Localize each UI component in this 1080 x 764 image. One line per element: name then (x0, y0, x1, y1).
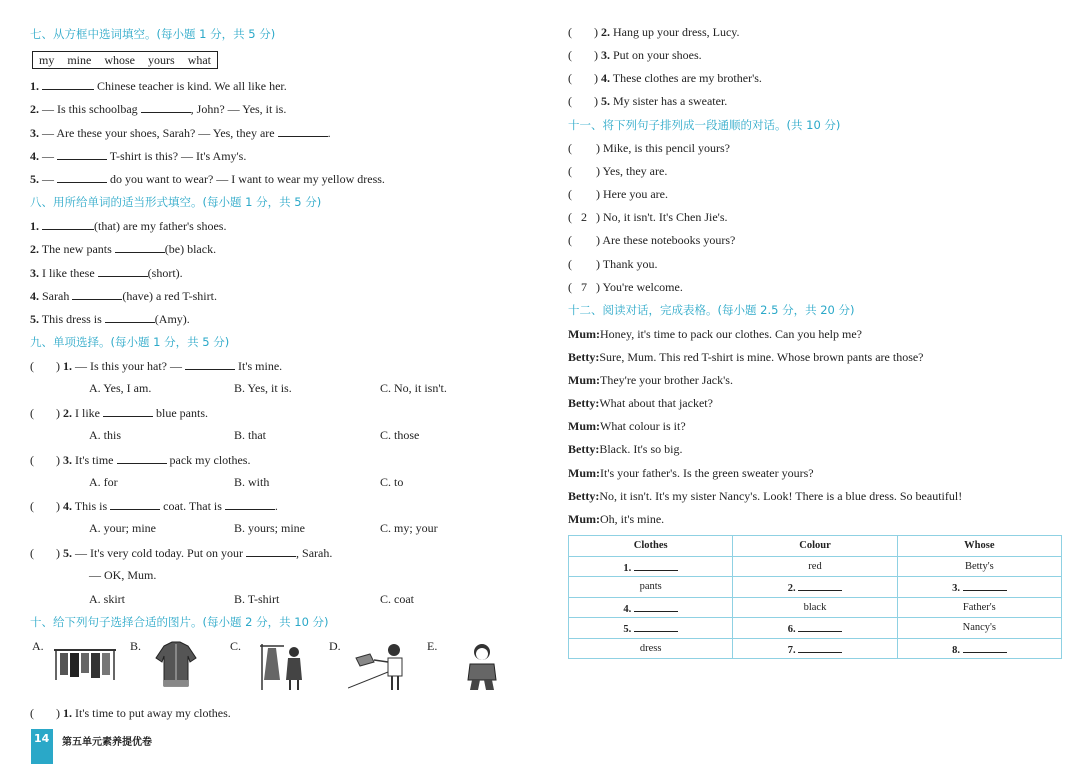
table-cell: red (733, 556, 897, 577)
speaker: Betty: (568, 396, 600, 410)
item-number: 1. (63, 359, 72, 373)
dialogue-line (568, 489, 962, 503)
item-text: pack my clothes. (169, 453, 251, 467)
answer-blank[interactable] (72, 288, 122, 300)
item-number: 3. (30, 266, 39, 280)
option-b[interactable]: B. with (234, 475, 270, 489)
s10-question-5: ( ) 5. My sister has a sweater. (568, 94, 728, 108)
speaker: Mum: (568, 373, 600, 387)
s8-item-3 (30, 265, 183, 280)
section-10-heading: 十、给下列句子选择合适的图片。(每小题 2 分，共 10 分) (30, 615, 329, 629)
answer-blank[interactable] (963, 579, 1007, 591)
item-text: T-shirt is this? — It's Amy's. (109, 149, 247, 163)
s11-item: ( 2 ) No, it isn't. It's Chen Jie's. (568, 210, 728, 224)
item-text: Chinese teacher is kind. We all like her. (97, 79, 287, 93)
table-cell: 3. (897, 577, 1061, 598)
option-c[interactable]: C. those (380, 428, 420, 442)
section-8-heading: 八、用所给单词的适当形式填空。(每小题 1 分，共 5 分) (30, 195, 322, 209)
answer-paren[interactable] (572, 164, 596, 175)
table-cell: Betty's (897, 556, 1061, 577)
boy-sweater-picture (462, 640, 502, 692)
table-cell: black (733, 597, 897, 618)
word: what (187, 53, 212, 67)
speaker: Mum: (568, 327, 600, 341)
section-12-heading: 十二、阅读对话，完成表格。(每小题 2.5 分，共 20 分) (568, 303, 855, 317)
item-number: 5. (30, 312, 39, 326)
word: whose (104, 53, 136, 67)
word-box (32, 51, 218, 69)
dialogue-line (568, 442, 682, 456)
picture-label-e: E. (427, 639, 438, 653)
dialogue-line (568, 466, 814, 480)
answer-blank[interactable] (185, 358, 235, 370)
answer-blank[interactable] (42, 218, 94, 230)
s7-item-1 (30, 78, 287, 93)
answer-paren[interactable] (34, 706, 56, 717)
answer-blank[interactable] (798, 579, 842, 591)
item-text: blue pants. (156, 406, 208, 420)
option-b[interactable]: B. T-shirt (234, 592, 280, 606)
item-number: 1. (63, 706, 72, 720)
option-c[interactable]: C. to (380, 475, 404, 489)
answer-blank[interactable] (117, 452, 167, 464)
answer-paren[interactable] (572, 71, 594, 82)
s11-item: ( ) Here you are. (568, 187, 668, 201)
s7-item-3 (30, 125, 331, 140)
picture-label-b: B. (130, 639, 142, 653)
item-number: 1. (30, 79, 39, 93)
answer-paren[interactable] (34, 359, 56, 370)
item-text: Here you are. (603, 187, 668, 201)
item-text: My sister has a sweater. (613, 94, 728, 108)
answer-blank[interactable] (278, 125, 328, 137)
answer-paren[interactable] (34, 453, 56, 464)
answer-paren[interactable] (572, 48, 594, 59)
item-text: coat. That is (163, 499, 222, 513)
dialogue-text: Oh, it's mine. (600, 512, 665, 526)
word: mine (67, 53, 92, 67)
answer-paren[interactable]: 2 (581, 210, 587, 224)
section-7-heading: 七、从方框中选词填空。(每小题 1 分，共 5 分) (30, 27, 276, 41)
item-number: 2. (30, 242, 39, 256)
dialogue-text: What about that jacket? (599, 396, 713, 410)
s8-item-4 (30, 288, 217, 303)
item-text: These clothes are my brother's. (612, 71, 762, 85)
speaker: Mum: (568, 419, 600, 433)
item-text: , Sarah. (296, 546, 333, 560)
item-text: The new pants (41, 242, 112, 256)
item-text: Are these notebooks yours? (602, 233, 736, 247)
item-text: . (274, 499, 278, 513)
table-row (569, 618, 1062, 639)
item-text: , John? — Yes, it is. (190, 102, 287, 116)
answer-blank[interactable] (798, 620, 842, 632)
answer-paren[interactable] (34, 546, 56, 557)
clothes-rack-picture (50, 644, 120, 682)
table-header: Colour (733, 536, 897, 557)
speaker: Betty: (568, 442, 600, 456)
s11-item: ( ) Mike, is this pencil yours? (568, 141, 730, 155)
speaker: Betty: (568, 489, 600, 503)
item-text: No, it isn't. It's Chen Jie's. (603, 210, 728, 224)
option-b[interactable]: B. yours; mine (234, 521, 305, 535)
dialogue-line (568, 396, 713, 410)
dialogue-text: It's your father's. Is the green sweater yours? (600, 466, 814, 480)
answer-blank[interactable] (225, 498, 275, 510)
page-number: 14 (34, 732, 50, 745)
dialogue-text: What colour is it? (600, 419, 686, 433)
item-text: (Amy). (154, 312, 190, 326)
boy-shoes-picture (348, 640, 408, 692)
table-cell: dress (569, 638, 733, 659)
table-cell: pants (569, 577, 733, 598)
table-cell: Nancy's (897, 618, 1061, 639)
item-number: 2. (30, 102, 39, 116)
answer-paren[interactable] (572, 257, 596, 268)
dialogue-text: Black. It's so big. (599, 442, 683, 456)
answer-blank[interactable] (141, 101, 191, 113)
s10-question-4: ( ) 4. These clothes are my brother's. (568, 71, 762, 85)
option-a[interactable]: A. skirt (89, 592, 125, 606)
item-number: 3. (63, 453, 72, 467)
dialogue-line (568, 350, 924, 364)
word: my (39, 53, 55, 67)
option-b[interactable]: B. that (234, 428, 266, 442)
item-number: 4. (601, 71, 610, 85)
answer-blank[interactable] (57, 148, 107, 160)
item-text: — Is this schoolbag (42, 102, 138, 116)
answer-blank[interactable] (634, 600, 678, 612)
answer-paren[interactable] (572, 25, 594, 36)
item-number: 2. (63, 406, 72, 420)
s8-item-2 (30, 241, 216, 256)
answer-paren[interactable] (572, 233, 596, 244)
dialogue-text: They're your brother Jack's. (600, 373, 733, 387)
s7-item-4 (30, 148, 246, 163)
item-text: It's time (75, 453, 114, 467)
s9-question-1: ( ) 1. — Is this your hat? — It's mine. (30, 359, 283, 373)
item-text: I like (75, 406, 100, 420)
table-header: Clothes (569, 536, 733, 557)
answer-blank[interactable] (110, 498, 160, 510)
item-number: 4. (63, 499, 72, 513)
item-number: 4. (30, 149, 39, 163)
item-text: It's time to put away my clothes. (75, 706, 231, 720)
answer-blank[interactable] (105, 311, 155, 323)
option-a[interactable]: A. your; mine (89, 521, 156, 535)
answer-blank[interactable] (798, 641, 842, 653)
item-text: — Is this your hat? — (75, 359, 182, 373)
answer-paren[interactable] (34, 406, 56, 417)
item-text: — Are these your shoes, Sarah? — Yes, they are (42, 126, 275, 140)
table-row (569, 577, 1062, 598)
option-c[interactable]: C. No, it isn't. (380, 381, 447, 395)
answer-blank[interactable] (963, 641, 1007, 653)
s9-question-2: ( ) 2. I like blue pants. (30, 406, 208, 420)
answer-blank[interactable] (634, 559, 678, 571)
answer-paren[interactable] (572, 141, 596, 152)
item-number: 1. (30, 219, 39, 233)
picture-label-c: C. (230, 639, 242, 653)
s9-question-3: ( ) 3. It's time pack my clothes. (30, 453, 251, 467)
picture-label-d: D. (329, 639, 341, 653)
s7-item-5 (30, 171, 385, 186)
s11-item: ( ) Are these notebooks yours? (568, 233, 736, 247)
answer-blank[interactable] (103, 405, 153, 417)
item-number: 5. (30, 172, 39, 186)
answer-paren[interactable] (34, 499, 56, 510)
table-row (569, 597, 1062, 618)
answer-blank[interactable] (98, 265, 148, 277)
item-text: (short). (147, 266, 183, 280)
jacket-picture (154, 640, 198, 688)
answer-blank[interactable] (42, 78, 94, 90)
item-text: . (327, 126, 331, 140)
item-text: You're welcome. (602, 280, 683, 294)
s7-item-2 (30, 101, 286, 116)
item-text: Yes, they are. (602, 164, 668, 178)
s8-item-1 (30, 218, 226, 233)
table-cell: 1. (569, 556, 733, 577)
answer-blank[interactable] (246, 545, 296, 557)
item-text: do you want to wear? — I want to wear my yellow dress. (110, 172, 385, 186)
item-number: 3. (30, 126, 39, 140)
dialogue-text: Sure, Mum. This red T-shirt is mine. Whose brown pants are those? (599, 350, 924, 364)
section-9-heading: 九、单项选择。(每小题 1 分，共 5 分) (30, 335, 230, 349)
item-text: (that) are my father's shoes. (94, 219, 227, 233)
item-text: Put on your shoes. (613, 48, 702, 62)
item-number: 5. (601, 94, 610, 108)
dialogue-line (568, 327, 862, 341)
item-text: Thank you. (602, 257, 658, 271)
item-text: — (42, 172, 54, 186)
item-text: This dress is (41, 312, 102, 326)
item-text: Hang up your dress, Lucy. (613, 25, 740, 39)
answer-blank[interactable] (57, 171, 107, 183)
answer-paren[interactable] (572, 187, 596, 198)
table-cell: Father's (897, 597, 1061, 618)
item-text: I like these (42, 266, 95, 280)
option-a[interactable]: A. Yes, I am. (89, 381, 152, 395)
s9-question-5-line2: — OK, Mum. (89, 568, 157, 582)
s10-question-3: ( ) 3. Put on your shoes. (568, 48, 702, 62)
answer-blank[interactable] (634, 620, 678, 632)
footer-title: 第五单元素养提优卷 (62, 737, 152, 748)
s10-question-1: ( ) 1. It's time to put away my clothes. (30, 706, 231, 720)
s11-item: ( 7 ) You're welcome. (568, 280, 683, 294)
dialogue-line (568, 512, 664, 526)
table-cell: 7. (733, 638, 897, 659)
item-text: — It's very cold today. Put on your (75, 546, 244, 560)
dialogue-line (568, 373, 733, 387)
option-c[interactable]: C. my; your (380, 521, 438, 535)
answer-paren[interactable] (572, 94, 594, 105)
s9-question-4: ( ) 4. This is coat. That is . (30, 499, 278, 513)
option-a[interactable]: A. for (89, 475, 118, 489)
picture-label-a: A. (32, 639, 44, 653)
item-number: 4. (30, 289, 39, 303)
table-cell: 5. (569, 618, 733, 639)
dialogue-line (568, 419, 686, 433)
answer-paren[interactable]: 7 (581, 280, 587, 294)
dialogue-text: No, it isn't. It's my sister Nancy's. Look! There is a blue dress. So beautiful! (599, 489, 963, 503)
item-text: (be) black. (164, 242, 217, 256)
section-11-heading: 十一、将下列句子排列成一段通顺的对话。(共 10 分) (568, 118, 841, 132)
dialogue-text: Honey, it's time to pack our clothes. Can you help me? (600, 327, 862, 341)
speaker: Mum: (568, 466, 600, 480)
word: yours (148, 53, 175, 67)
speaker: Betty: (568, 350, 600, 364)
item-text: This is (74, 499, 108, 513)
table-cell: 2. (733, 577, 897, 598)
answer-blank[interactable] (115, 241, 165, 253)
item-text: Mike, is this pencil yours? (603, 141, 730, 155)
table-cell: 6. (733, 618, 897, 639)
item-text: It's mine. (238, 359, 283, 373)
s11-item: ( ) Yes, they are. (568, 164, 668, 178)
table-cell: 4. (569, 597, 733, 618)
item-number: 2. (601, 25, 610, 39)
item-text: — (42, 149, 54, 163)
girl-hanging-dress-picture (256, 640, 306, 692)
item-number: 5. (63, 546, 72, 560)
table-cell: 8. (897, 638, 1061, 659)
speaker: Mum: (568, 512, 600, 526)
table-row (569, 638, 1062, 659)
s10-question-2: ( ) 2. Hang up your dress, Lucy. (568, 25, 740, 39)
s9-question-5: ( ) 5. — It's very cold today. Put on your , Sarah. (30, 546, 333, 560)
item-text: Sarah (42, 289, 70, 303)
option-a[interactable]: A. this (89, 428, 122, 442)
table-row (569, 556, 1062, 577)
s11-item: ( ) Thank you. (568, 257, 658, 271)
option-c[interactable]: C. coat (380, 592, 414, 606)
item-number: 3. (601, 48, 610, 62)
item-text: (have) a red T-shirt. (122, 289, 217, 303)
clothes-table (568, 535, 1062, 659)
option-b[interactable]: B. Yes, it is. (234, 381, 292, 395)
table-header: Whose (897, 536, 1061, 557)
s8-item-5 (30, 311, 190, 326)
